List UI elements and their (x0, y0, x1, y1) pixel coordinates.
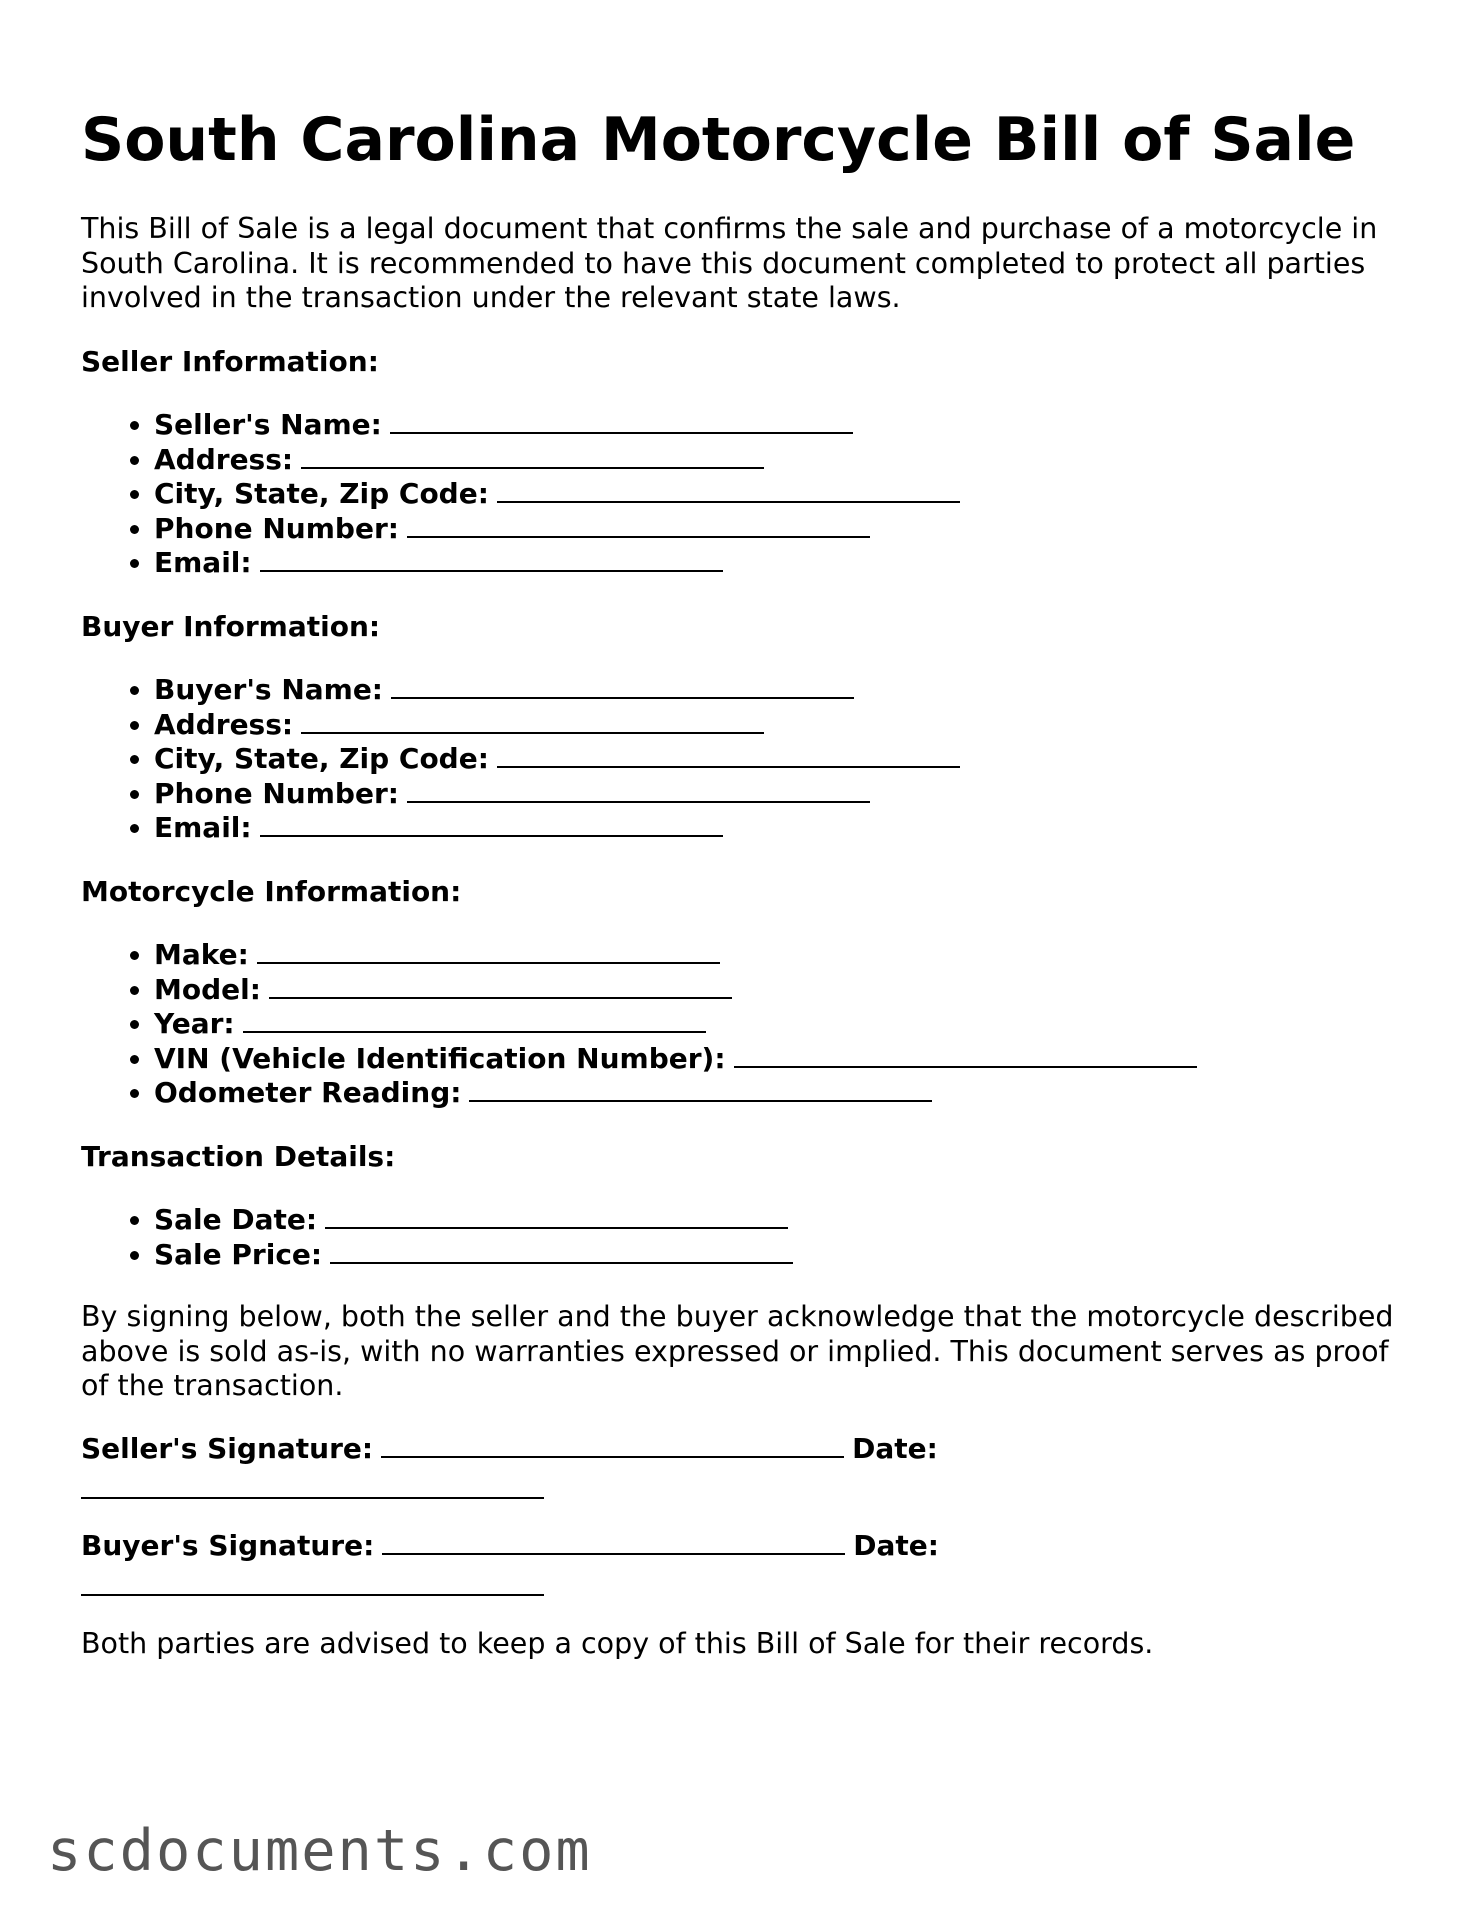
intro-paragraph: This Bill of Sale is a legal document that confirms the sale and purchase of a motorcycle in South Carolina. It is recommended to have this document completed to protect all parties involved in the transaction under the relevant state laws. (81, 212, 1378, 314)
field-label: Sale Price: (154, 1237, 323, 1271)
model-blank[interactable] (269, 973, 732, 999)
seller-address-blank[interactable] (301, 443, 764, 469)
buyer-city-state-zip-blank[interactable] (497, 742, 960, 768)
list-item (154, 811, 1411, 846)
field-label: Seller's Name: (154, 408, 382, 441)
field-label: VIN (Vehicle Identification Number): (154, 1041, 726, 1075)
seller-field-list (81, 408, 1411, 581)
odometer-blank[interactable] (469, 1076, 932, 1102)
field-label: City, State, Zip Code: (154, 477, 489, 510)
seller-heading: Seller Information: (81, 345, 379, 378)
list-item (154, 1042, 1411, 1077)
list-item (154, 673, 1411, 708)
buyer-date-blank[interactable] (81, 1594, 544, 1596)
closing-paragraph: Both parties are advised to keep a copy of this Bill of Sale for their records. (81, 1627, 1154, 1660)
list-item (154, 1076, 1411, 1111)
field-label: Model: (154, 972, 261, 1006)
seller-date-label: Date: (852, 1432, 938, 1465)
seller-date-blank[interactable] (81, 1497, 544, 1499)
list-item (154, 408, 1411, 443)
field-label: Email: (154, 811, 252, 844)
transaction-section (81, 1140, 1411, 1272)
motorcycle-heading: Motorcycle Information: (81, 875, 462, 908)
year-blank[interactable] (243, 1007, 706, 1033)
buyer-name-blank[interactable] (391, 673, 854, 699)
buyer-signature-line (81, 1529, 1411, 1563)
seller-name-blank[interactable] (390, 408, 853, 434)
seller-signature-blank[interactable] (381, 1432, 844, 1458)
field-label: Email: (154, 546, 252, 579)
buyer-address-blank[interactable] (301, 708, 764, 734)
seller-phone-blank[interactable] (407, 512, 870, 538)
field-label: Phone Number: (154, 511, 399, 545)
list-item (154, 477, 1411, 512)
buyer-date-label: Date: (853, 1529, 939, 1562)
watermark: scdocuments.com (47, 1818, 592, 1884)
list-item (154, 546, 1411, 581)
buyer-email-blank[interactable] (260, 811, 723, 837)
seller-email-blank[interactable] (260, 546, 723, 572)
field-label: Sale Date: (154, 1203, 318, 1236)
list-item (154, 443, 1411, 478)
field-label: City, State, Zip Code: (154, 742, 489, 775)
buyer-phone-blank[interactable] (407, 777, 870, 803)
list-item (154, 742, 1411, 777)
buyer-field-list (81, 673, 1411, 846)
motorcycle-field-list (81, 938, 1411, 1111)
list-item (154, 1203, 1411, 1238)
page-title: South Carolina Motorcycle Bill of Sale (81, 105, 1356, 175)
seller-city-state-zip-blank[interactable] (497, 477, 960, 503)
sale-date-blank[interactable] (325, 1203, 788, 1229)
list-item (154, 777, 1411, 812)
list-item (154, 1238, 1411, 1273)
list-item (154, 973, 1411, 1008)
transaction-field-list (81, 1203, 1411, 1272)
field-label: Phone Number: (154, 776, 399, 810)
field-label: Buyer's Name: (154, 673, 384, 706)
field-label: Odometer Reading: (154, 1076, 462, 1109)
buyer-heading: Buyer Information: (81, 610, 381, 643)
field-label: Make: (154, 938, 249, 971)
field-label: Year: (154, 1007, 235, 1040)
buyer-section (81, 610, 1411, 846)
sale-price-blank[interactable] (330, 1238, 793, 1264)
buyer-signature-blank[interactable] (382, 1529, 845, 1555)
field-label: Address: (154, 442, 294, 476)
list-item (154, 708, 1411, 743)
list-item (154, 938, 1411, 973)
list-item (154, 1007, 1411, 1042)
transaction-heading: Transaction Details: (81, 1140, 396, 1173)
vin-blank[interactable] (734, 1042, 1197, 1068)
seller-section (81, 345, 1411, 581)
buyer-signature-label: Buyer's Signature: (81, 1529, 375, 1562)
motorcycle-section (81, 875, 1411, 1111)
field-label: Address: (154, 707, 294, 741)
seller-signature-label: Seller's Signature: (81, 1432, 374, 1465)
list-item (154, 512, 1411, 547)
acknowledgement-paragraph: By signing below, both the seller and the buyer acknowledge that the motorcycle described above is sold as-is, with no warranties expressed or implied. This document serves as proof of the transaction. (81, 1300, 1394, 1402)
seller-signature-line (81, 1432, 1411, 1466)
make-blank[interactable] (257, 938, 720, 964)
